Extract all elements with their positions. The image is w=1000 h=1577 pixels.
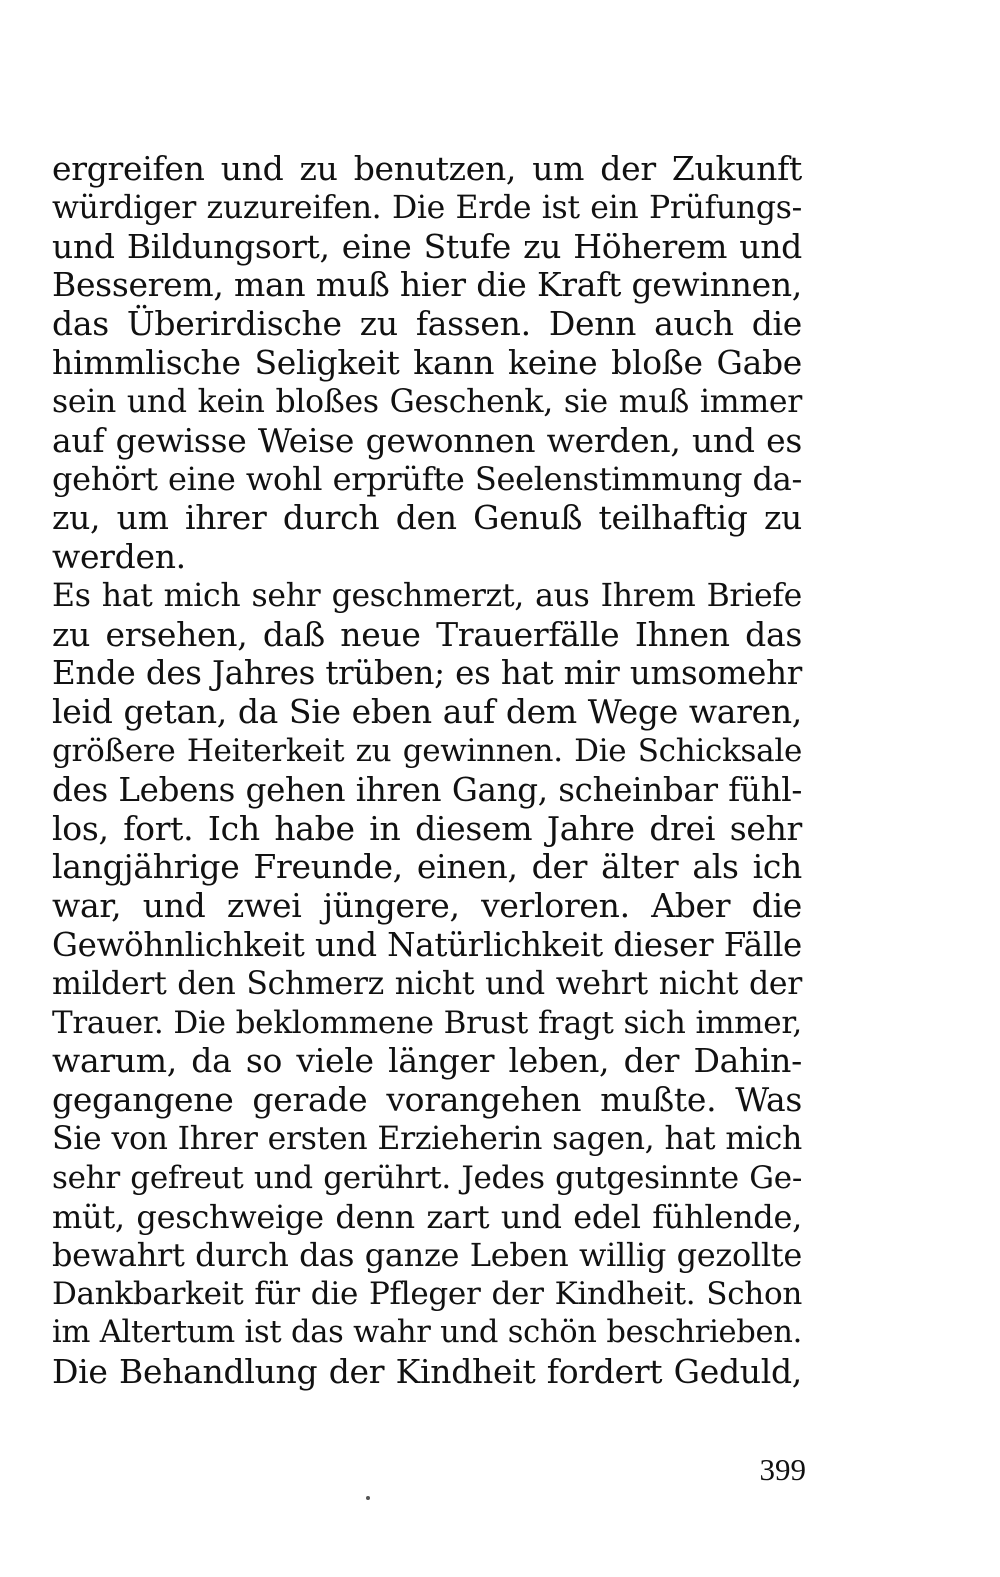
text-line: Die Behandlung der Kindheit fordert Geduld, bbox=[52, 1351, 802, 1391]
text-line: ergreifen und zu benutzen, um der Zukunft bbox=[52, 149, 802, 188]
text-line: himmlische Seligkeit kann keine bloße Gabe bbox=[52, 342, 802, 382]
scan-speck bbox=[366, 1496, 370, 1500]
text-line: Dankbarkeit für die Pfleger der Kindheit. Schon bbox=[52, 1276, 802, 1313]
text-line: würdiger zuzureifen. Die Erde ist ein Prüfungs- bbox=[52, 189, 802, 226]
text-line: des Lebens gehen ihren Gang, scheinbar fühl- bbox=[52, 770, 802, 809]
text-line: im Altertum ist das wahr und schön beschrieben. bbox=[52, 1314, 802, 1350]
text-line: Trauer. Die beklommene Brust fragt sich immer, bbox=[52, 1004, 802, 1041]
page-number: 399 bbox=[759, 1452, 806, 1487]
text-line: größere Heiterkeit zu gewinnen. Die Schicksale bbox=[52, 732, 802, 769]
text-line: war, und zwei jüngere, verloren. Aber die bbox=[52, 886, 802, 926]
text-line: Es hat mich sehr geschmerzt, aus Ihrem Briefe bbox=[52, 577, 802, 614]
text-line: werden. bbox=[52, 536, 186, 576]
text-line: Ende des Jahres trüben; es hat mir umsomehr bbox=[52, 654, 802, 693]
text-line: und Bildungsort, eine Stufe zu Höherem und bbox=[52, 226, 802, 266]
text-line: müt, geschweige denn zart und edel fühlende, bbox=[52, 1197, 802, 1236]
text-line: das Überirdische zu fassen. Denn auch die bbox=[52, 304, 802, 344]
body-text bbox=[52, 150, 802, 1392]
text-line: mildert den Schmerz nicht und wehrt nicht der bbox=[52, 965, 802, 1002]
text-line: gegangene gerade vorangehen mußte. Was bbox=[52, 1080, 802, 1120]
text-line: leid getan, da Sie eben auf dem Wege waren, bbox=[52, 692, 802, 732]
text-line: sein und kein bloßes Geschenk, sie muß immer bbox=[52, 383, 802, 420]
text-line: zu, um ihrer durch den Genuß teilhaftig zu bbox=[52, 498, 802, 538]
text-line: gehört eine wohl erprüfte Seelenstimmung da- bbox=[52, 460, 802, 499]
text-line: Besserem, man muß hier die Kraft gewinnen, bbox=[52, 265, 802, 305]
text-line: los, fort. Ich habe in diesem Jahre drei sehr bbox=[52, 808, 802, 848]
text-line: zu ersehen, daß neue Trauerfälle Ihnen das bbox=[52, 614, 802, 654]
text-line: Sie von Ihrer ersten Erzieherin sagen, hat mich bbox=[52, 1120, 802, 1157]
text-line: sehr gefreut und gerührt. Jedes gutgesinnte Ge- bbox=[52, 1159, 802, 1196]
text-line: auf gewisse Weise gewonnen werden, und es bbox=[52, 420, 802, 460]
text-line: Gewöhnlichkeit und Natürlichkeit dieser Fälle bbox=[52, 925, 802, 964]
text-line: langjährige Freunde, einen, der älter als ich bbox=[52, 847, 802, 887]
text-line: warum, da so viele länger leben, der Dahin- bbox=[52, 1041, 802, 1081]
text-line: bewahrt durch das ganze Leben willig gezollte bbox=[52, 1236, 802, 1275]
